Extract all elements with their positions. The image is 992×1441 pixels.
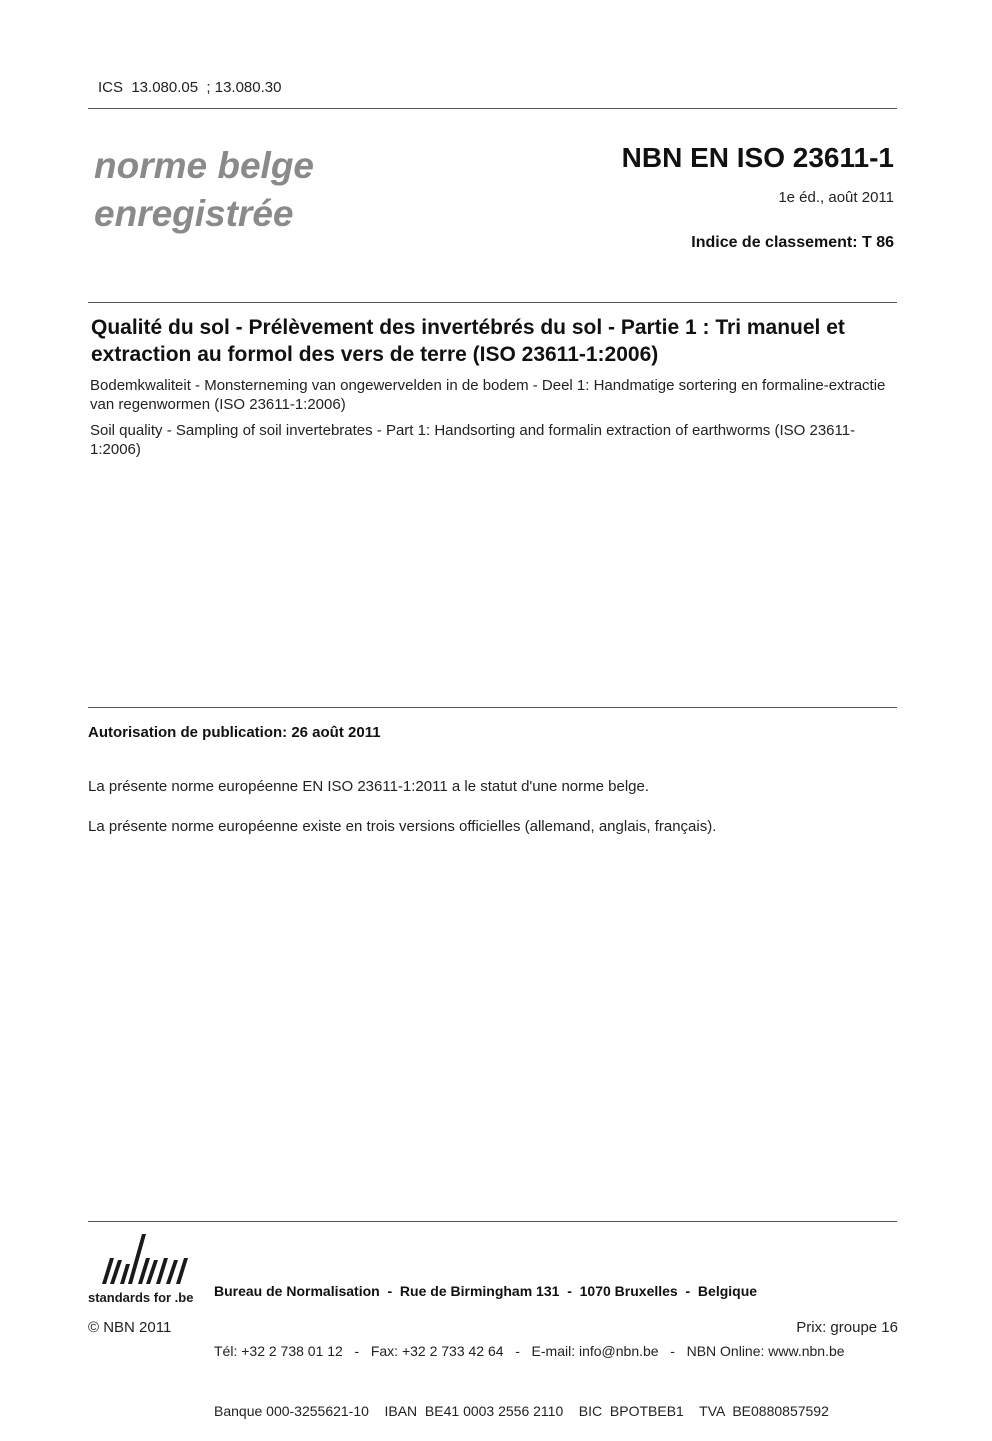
logo-tagline: standards for .be (88, 1290, 194, 1305)
footer-contact (214, 1241, 845, 1441)
title-french: Qualité du sol - Prélèvement des invertébrés du sol - Partie 1 : Tri manuel et extraction au formol des vers de terre (ISO 23611-1:2006) (91, 316, 845, 366)
classification-index: Indice de classement: T 86 (691, 234, 894, 251)
brand-title (94, 142, 314, 238)
price-group: Prix: groupe 16 (796, 1319, 898, 1336)
footer-address: Bureau de Normalisation - Rue de Birmingham 131 - 1070 Bruxelles - Belgique (214, 1283, 758, 1299)
copyright: © NBN 2011 (88, 1319, 172, 1336)
divider-top (88, 108, 897, 109)
edition-date: 1e éd., août 2011 (778, 189, 894, 206)
footer-bank: Banque 000-3255621-10 IBAN BE41 0003 2556 2110 BIC BPOTBEB1 TVA BE0880857592 (214, 1403, 829, 1419)
brand-line-2: enregistrée (94, 193, 294, 234)
versions-paragraph: La présente norme européenne existe en trois versions officielles (allemand, anglais, français). (88, 818, 717, 835)
divider-body (88, 707, 897, 708)
ics-codes: ICS 13.080.05 ; 13.080.30 (98, 79, 282, 96)
footer-phone-email: Tél: +32 2 738 01 12 - Fax: +32 2 733 42 64 - E-mail: info@nbn.be - NBN Online: www.nbn.be (214, 1343, 845, 1359)
divider-footer (88, 1221, 897, 1222)
title-english: Soil quality - Sampling of soil invertebrates - Part 1: Handsorting and formalin extraction of earthworms (ISO 23611-1:2006) (90, 422, 856, 458)
divider-title (88, 302, 897, 303)
brand-line-1: norme belge (94, 145, 314, 186)
title-dutch: Bodemkwaliteit - Monsterneming van ongewervelden in de bodem - Deel 1: Handmatige sortering en formaline-extractie van regenwormen (ISO 23611-1:2006) (90, 377, 886, 413)
publication-authorisation: Autorisation de publication: 26 août 2011 (88, 724, 381, 741)
status-paragraph: La présente norme européenne EN ISO 23611-1:2011 a le statut d'une norme belge. (88, 778, 650, 795)
standard-number: NBN EN ISO 23611-1 (621, 142, 894, 173)
nbn-logo-icon (88, 1228, 203, 1308)
